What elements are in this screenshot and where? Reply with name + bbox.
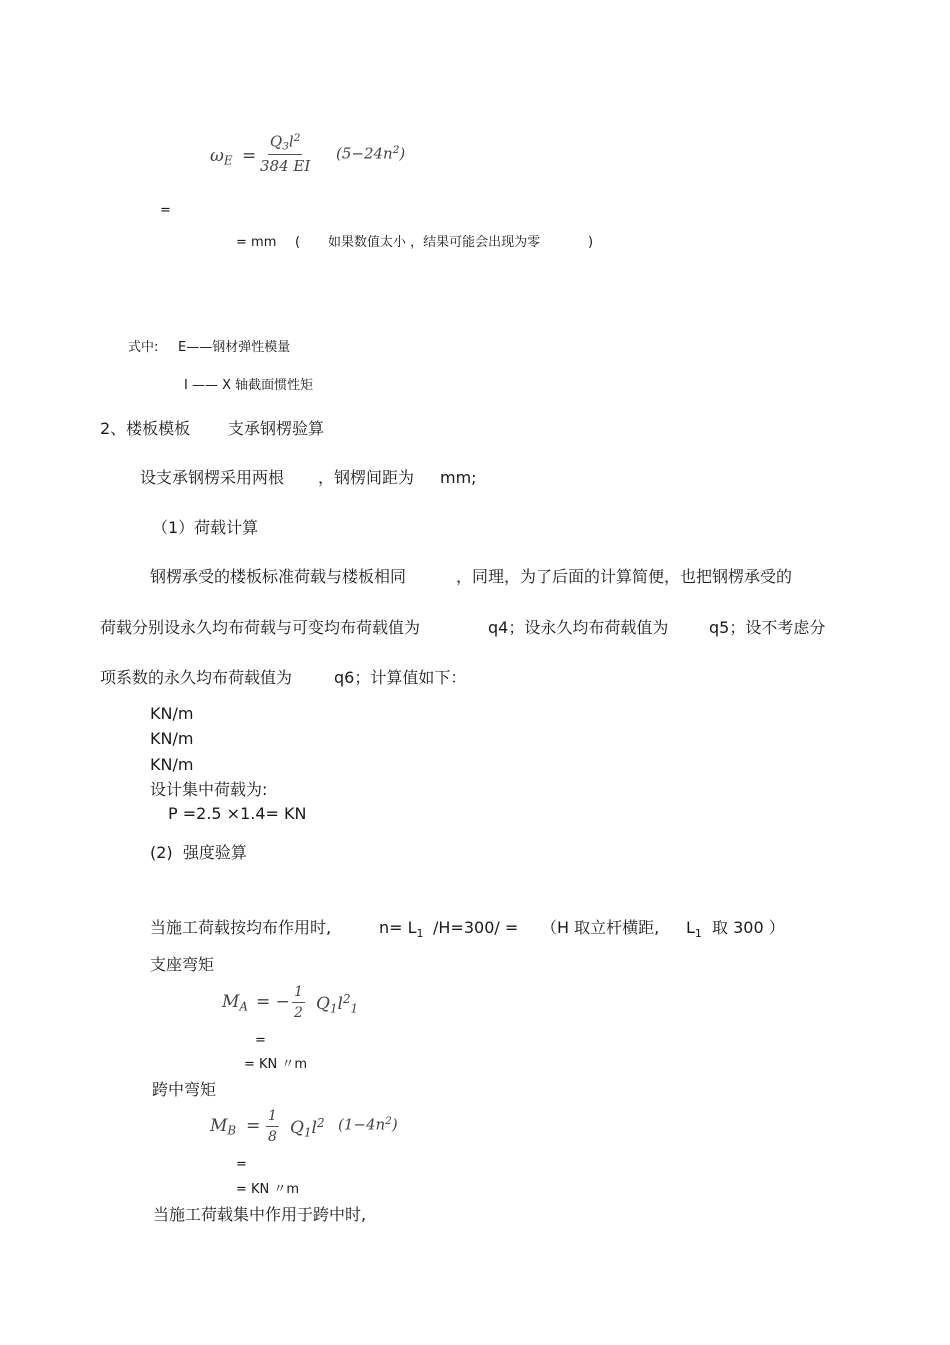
note-open-paren: ( [295, 235, 301, 250]
uniform-case-b: $n= L_1$ [379, 918, 424, 941]
deflection-note: 如果数值太小 ，结果可能会出现为零 [328, 235, 541, 250]
subheading-strength: (2) 强度验算 [150, 843, 247, 862]
uniform-case-d: （H 取立杆横距, [541, 918, 660, 937]
omega-symbol: ω [210, 146, 224, 166]
concentrated-load-label: 设计集中荷载为: [150, 780, 268, 799]
load-unit-3: KN/m [150, 755, 194, 774]
ma-result: = KN 〃m [244, 1057, 308, 1072]
para1-line3-b: q6；计算值如下： [334, 668, 467, 687]
mb-eq1: = [236, 1157, 247, 1172]
intro-b: ，钢楞间距为 [318, 468, 415, 487]
load-unit-1: KN/m [150, 704, 194, 723]
uniform-case-c: /H=300/ = [433, 918, 519, 937]
ma-eq1: = [255, 1033, 266, 1048]
uniform-case-f: 取 300 ） [712, 918, 785, 937]
para1-line3-a: 项系数的永久均布荷载值为 [100, 668, 293, 687]
para1-line2-a: 荷载分别设永久均布荷载与可变均布荷载值为 [100, 618, 421, 637]
legend-e: E——钢材弹性模量 [178, 340, 291, 355]
deflection-fraction: $\frac{Q_3l^2}{384 EI}$ [260, 132, 311, 176]
subheading-load-calc: （1）荷载计算 [152, 518, 259, 537]
uniform-case-a: 当施工荷载按均布作用时, [150, 918, 332, 937]
section-heading-num: 2、楼板模板 [100, 419, 191, 438]
document-page: $\omega_E$ = $\frac{Q_3l^2}{384 EI}$ $(5-24n^2)$ = = mm ( 如果数值太小 ，结果可能会出现为零 ) 式中: E——钢材弹性模量 I —— X 轴截面惯性矩 2、楼板模板 支承钢楞验算 设支承钢楞采用两根 ，钢楞间距为 mm; （1）荷载计算 钢楞承受的楼板标准荷载与楼板相同 ，同理，为了后面的计算简便，也把钢楞承受的 荷载分别设永久均布荷载与可变均布荷载值为 q4；设永久均布荷载值为 q5；设不考虑分 项系数的永久均布荷载值为 q6；计算值如下： KN/m KN/m KN/m 设计集中荷载为: P =2.5 ×1.4= KN (2) 强度验算 当施工荷载按均布作用时, $n= L_1$ /H=300/ = （H 取立杆横距, $L_1$ 取 300 ） 支座弯矩 $M_A$ = − $\frac{1}{2}$ $Q_1l^2_1$ = = KN 〃m 跨中弯矩 $M_B$ = $\frac{1}{8}$ $Q_1l^2$ $(1-4n^2)$ = = KN 〃m 当施工荷载集中作用于跨中时, [0, 0, 950, 1345]
para1-line2-b: q4；设永久均布荷载值为 [488, 618, 669, 637]
para1-line1-a: 钢楞承受的楼板标准荷载与楼板相同 [150, 567, 407, 586]
deflection-eq1: = [160, 203, 171, 218]
mid-moment-label: 跨中弯矩 [152, 1080, 217, 1099]
concentrated-case-label: 当施工荷载集中作用于跨中时, [153, 1205, 367, 1224]
section-heading-rest: 支承钢楞验算 [228, 419, 325, 438]
legend-where: 式中: [128, 340, 159, 355]
intro-c: mm; [440, 468, 477, 487]
para1-line2-c: q5；设不考虑分 [709, 618, 826, 637]
para1-line1-b: ，同理，为了后面的计算简便，也把钢楞承受的 [456, 567, 793, 586]
deflection-result: = mm [236, 235, 277, 250]
uniform-case-e: $L_1$ [686, 918, 702, 941]
note-close-paren: ) [588, 235, 594, 250]
support-moment-label: 支座弯矩 [150, 955, 215, 974]
intro-a: 设支承钢楞采用两根 [140, 468, 285, 487]
load-unit-2: KN/m [150, 729, 194, 748]
legend-i: I —— X 轴截面惯性矩 [184, 378, 314, 393]
p-calculation: P =2.5 ×1.4= KN [168, 804, 307, 823]
mb-result: = KN 〃m [236, 1182, 300, 1197]
